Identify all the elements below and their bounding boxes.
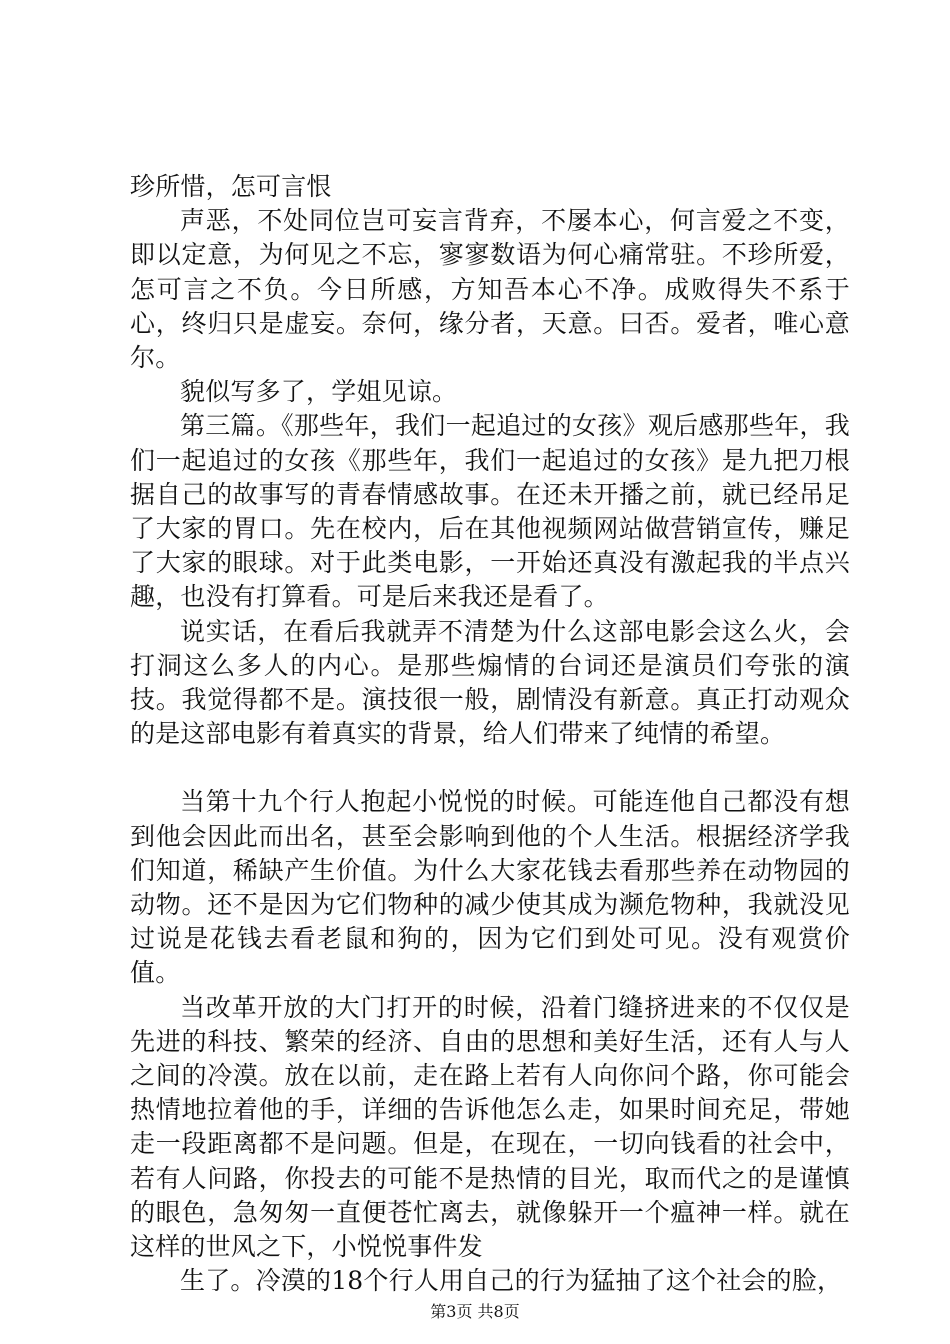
paragraph: 当第十九个行人抱起小悦悦的时候。可能连他自己都没有想到他会因此而出名，甚至会影响到他的个人生活。根据经济学我们知道，稀缺产生价值。为什么大家花钱去看那些养在动物园的动物。还不是因为它们物种的减少使其成为濒危物种，我就没见过说是花钱去看老鼠和狗的，因为它们到处可见。没有观赏价值。 <box>130 787 850 988</box>
paragraph: 貌似写多了，学姐见谅。 <box>180 377 458 407</box>
page-number-footer: 第3页 共8页 <box>430 1302 520 1321</box>
paragraph: 第三篇。《那些年，我们一起追过的女孩》观后感那些年，我们一起追过的女孩《那些年，我们一起追过的女孩》是九把刀根据自己的故事写的青春情感故事。在还未开播之前，就已经吊足了大家的胃口。先在校内，后在其他视频网站做营销宣传，赚足了大家的眼球。对于此类电影，一开始还真没有激起我的半点兴趣，也没有打算看。可是后来我还是看了。 <box>130 411 850 612</box>
paragraph: 说实话，在看后我就弄不清楚为什么这部电影会这么火，会打洞这么多人的内心。是那些煽情的台词还是演员们夸张的演技。我觉得都不是。演技很一般，剧情没有新意。真正打动观众的是这部电影有着真实的背景，给人们带来了纯情的希望。 <box>130 616 850 749</box>
document-body <box>130 170 850 1299</box>
paragraph: 当改革开放的大门打开的时候，沿着门缝挤进来的不仅仅是先进的科技、繁荣的经济、自由的思想和美好生活，还有人与人之间的冷漠。放在以前，走在路上若有人向你问个路，你可能会热情地拉着他的手，详细的告诉他怎么走，如果时间充足，带她走一段距离都不是问题。但是，在现在，一切向钱看的社会中，若有人问路，你投去的可能不是热情的目光，取而代之的是谨慎的眼色，急匆匆一直便苍忙离去，就像躲开一个瘟神一样。就在这样的世风之下，小悦悦事件发 <box>130 992 850 1262</box>
paragraph: 生了。冷漠的18个行人用自己的行为猛抽了这个社会的脸， <box>180 1266 843 1296</box>
paragraph-gap <box>130 751 850 785</box>
paragraph-continuation: 珍所惜，怎可言恨 <box>130 172 332 201</box>
paragraph: 声恶，不处同位岂可妄言背弃，不屡本心，何言爱之不变，即以定意，为何见之不忘，寥寥数语为何心痛常驻。不珍所爱，怎可言之不负。今日所感，方知吾本心不净。成败得失不系于心，终归只是虚妄。奈何，缘分者，天意。曰否。爱者，唯心意尔。 <box>130 206 850 373</box>
